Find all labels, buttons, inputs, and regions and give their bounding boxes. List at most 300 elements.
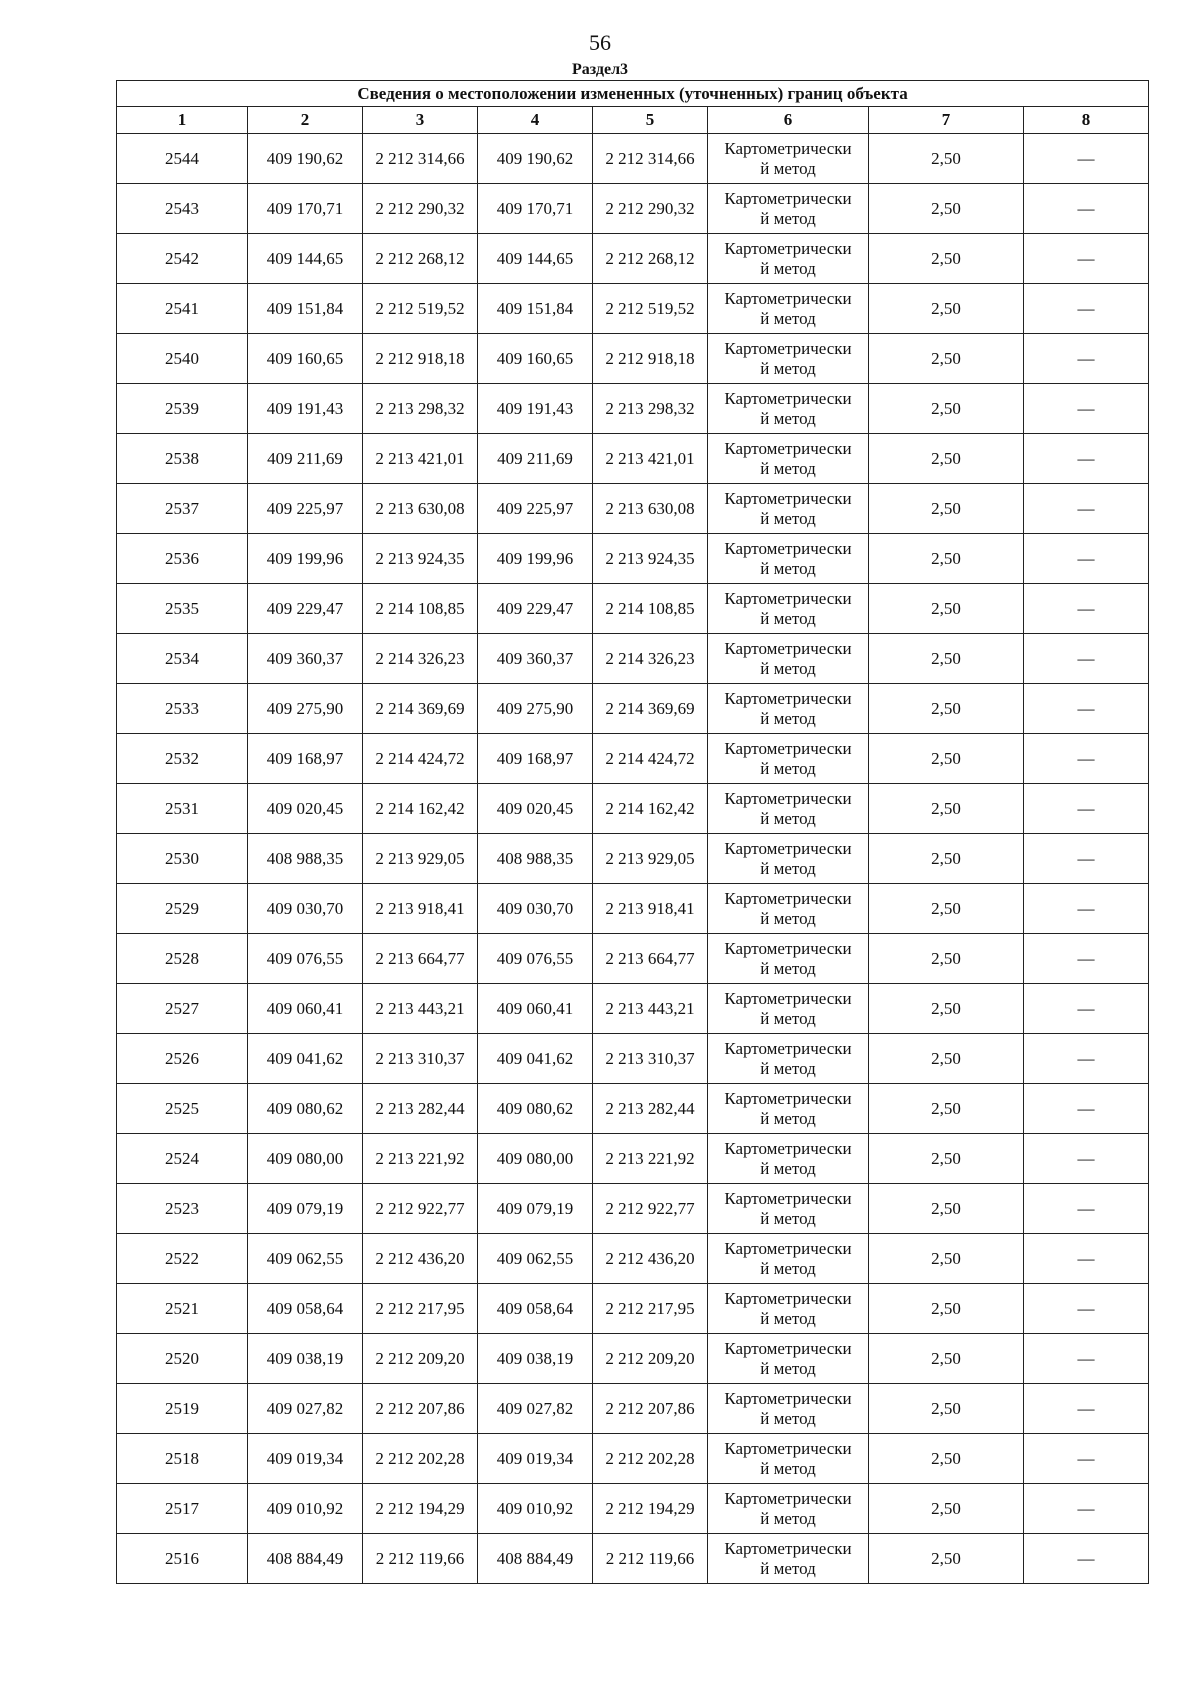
note-cell: — (1024, 284, 1149, 334)
new-y-cell: 2 214 162,42 (593, 784, 708, 834)
method-line-2: й метод (760, 408, 816, 428)
new-x-cell: 409 080,62 (478, 1084, 593, 1134)
note-cell: — (1024, 334, 1149, 384)
note-cell: — (1024, 734, 1149, 784)
table-row (117, 1034, 1149, 1084)
method-cell (708, 134, 869, 184)
method-line-2: й метод (760, 1108, 816, 1128)
method-line-1: Картометрически (724, 738, 852, 758)
method-line-2: й метод (760, 1058, 816, 1078)
column-number-6: 6 (708, 107, 869, 134)
method-line-1: Картометрически (724, 538, 852, 558)
table-row (117, 1484, 1149, 1534)
column-number-1: 1 (117, 107, 248, 134)
new-x-cell: 409 211,69 (478, 434, 593, 484)
method-cell (708, 234, 869, 284)
new-y-cell: 2 213 310,37 (593, 1034, 708, 1084)
column-number-4: 4 (478, 107, 593, 134)
note-cell: — (1024, 1434, 1149, 1484)
method-line-1: Картометрически (724, 1238, 852, 1258)
method-line-1: Картометрически (724, 1138, 852, 1158)
accuracy-cell: 2,50 (869, 1384, 1024, 1434)
point-number-cell: 2535 (117, 584, 248, 634)
table-row (117, 484, 1149, 534)
new-y-cell: 2 212 314,66 (593, 134, 708, 184)
method-line-1: Картометрически (724, 938, 852, 958)
existing-x-cell: 409 030,70 (248, 884, 363, 934)
accuracy-cell: 2,50 (869, 434, 1024, 484)
accuracy-cell: 2,50 (869, 984, 1024, 1034)
note-cell: — (1024, 1084, 1149, 1134)
point-number-cell: 2538 (117, 434, 248, 484)
accuracy-cell: 2,50 (869, 284, 1024, 334)
existing-y-cell: 2 213 421,01 (363, 434, 478, 484)
new-y-cell: 2 212 918,18 (593, 334, 708, 384)
table-row (117, 1234, 1149, 1284)
method-cell (708, 334, 869, 384)
existing-y-cell: 2 214 424,72 (363, 734, 478, 784)
column-number-row (117, 107, 1149, 134)
existing-x-cell: 409 191,43 (248, 384, 363, 434)
existing-x-cell: 409 079,19 (248, 1184, 363, 1234)
new-y-cell: 2 213 421,01 (593, 434, 708, 484)
new-y-cell: 2 212 207,86 (593, 1384, 708, 1434)
existing-y-cell: 2 213 630,08 (363, 484, 478, 534)
new-y-cell: 2 212 436,20 (593, 1234, 708, 1284)
accuracy-cell: 2,50 (869, 484, 1024, 534)
method-cell (708, 1034, 869, 1084)
note-cell: — (1024, 1234, 1149, 1284)
point-number-cell: 2541 (117, 284, 248, 334)
new-x-cell: 409 027,82 (478, 1384, 593, 1434)
table-caption-row (117, 81, 1149, 107)
new-y-cell: 2 212 268,12 (593, 234, 708, 284)
method-line-2: й метод (760, 1008, 816, 1028)
method-cell (708, 634, 869, 684)
existing-y-cell: 2 212 217,95 (363, 1284, 478, 1334)
accuracy-cell: 2,50 (869, 584, 1024, 634)
existing-x-cell: 409 144,65 (248, 234, 363, 284)
existing-y-cell: 2 213 282,44 (363, 1084, 478, 1134)
existing-x-cell: 409 080,00 (248, 1134, 363, 1184)
accuracy-cell: 2,50 (869, 384, 1024, 434)
table-body (117, 134, 1149, 1584)
method-cell (708, 184, 869, 234)
table-row (117, 734, 1149, 784)
table-row (117, 784, 1149, 834)
method-line-2: й метод (760, 158, 816, 178)
point-number-cell: 2539 (117, 384, 248, 434)
table-row (117, 1334, 1149, 1384)
accuracy-cell: 2,50 (869, 184, 1024, 234)
existing-x-cell: 409 170,71 (248, 184, 363, 234)
point-number-cell: 2517 (117, 1484, 248, 1534)
method-cell (708, 384, 869, 434)
method-line-2: й метод (760, 808, 816, 828)
method-line-1: Картометрически (724, 1538, 852, 1558)
new-x-cell: 409 058,64 (478, 1284, 593, 1334)
point-number-cell: 2523 (117, 1184, 248, 1234)
method-cell (708, 1134, 869, 1184)
method-line-1: Картометрически (724, 688, 852, 708)
accuracy-cell: 2,50 (869, 1484, 1024, 1534)
method-cell (708, 834, 869, 884)
method-line-1: Картометрически (724, 1338, 852, 1358)
accuracy-cell: 2,50 (869, 1534, 1024, 1584)
existing-x-cell: 409 190,62 (248, 134, 363, 184)
accuracy-cell: 2,50 (869, 884, 1024, 934)
method-line-2: й метод (760, 908, 816, 928)
method-line-1: Картометрически (724, 1438, 852, 1458)
note-cell: — (1024, 634, 1149, 684)
point-number-cell: 2531 (117, 784, 248, 834)
new-y-cell: 2 212 519,52 (593, 284, 708, 334)
method-line-1: Картометрически (724, 238, 852, 258)
method-line-1: Картометрически (724, 588, 852, 608)
method-line-1: Картометрически (724, 1388, 852, 1408)
new-x-cell: 409 144,65 (478, 234, 593, 284)
point-number-cell: 2520 (117, 1334, 248, 1384)
table-row (117, 984, 1149, 1034)
accuracy-cell: 2,50 (869, 134, 1024, 184)
new-x-cell: 409 010,92 (478, 1484, 593, 1534)
method-cell (708, 1334, 869, 1384)
new-x-cell: 409 038,19 (478, 1334, 593, 1384)
table-row (117, 184, 1149, 234)
existing-x-cell: 409 168,97 (248, 734, 363, 784)
method-cell (708, 1284, 869, 1334)
table-row (117, 1184, 1149, 1234)
existing-y-cell: 2 212 922,77 (363, 1184, 478, 1234)
point-number-cell: 2524 (117, 1134, 248, 1184)
method-cell (708, 1084, 869, 1134)
accuracy-cell: 2,50 (869, 684, 1024, 734)
note-cell: — (1024, 784, 1149, 834)
accuracy-cell: 2,50 (869, 1084, 1024, 1134)
new-y-cell: 2 212 922,77 (593, 1184, 708, 1234)
point-number-cell: 2542 (117, 234, 248, 284)
new-y-cell: 2 213 221,92 (593, 1134, 708, 1184)
accuracy-cell: 2,50 (869, 1334, 1024, 1384)
existing-y-cell: 2 212 202,28 (363, 1434, 478, 1484)
existing-y-cell: 2 212 918,18 (363, 334, 478, 384)
method-cell (708, 484, 869, 534)
existing-x-cell: 409 275,90 (248, 684, 363, 734)
point-number-cell: 2544 (117, 134, 248, 184)
existing-x-cell: 409 027,82 (248, 1384, 363, 1434)
note-cell: — (1024, 1184, 1149, 1234)
new-x-cell: 409 080,00 (478, 1134, 593, 1184)
coordinates-table (116, 80, 1149, 1584)
new-x-cell: 409 199,96 (478, 534, 593, 584)
new-y-cell: 2 214 424,72 (593, 734, 708, 784)
table-row (117, 234, 1149, 284)
note-cell: — (1024, 834, 1149, 884)
note-cell: — (1024, 1484, 1149, 1534)
method-line-2: й метод (760, 658, 816, 678)
existing-y-cell: 2 213 443,21 (363, 984, 478, 1034)
new-x-cell: 408 884,49 (478, 1534, 593, 1584)
table-row (117, 884, 1149, 934)
existing-y-cell: 2 213 924,35 (363, 534, 478, 584)
new-x-cell: 409 079,19 (478, 1184, 593, 1234)
new-y-cell: 2 212 290,32 (593, 184, 708, 234)
point-number-cell: 2543 (117, 184, 248, 234)
method-line-1: Картометрически (724, 288, 852, 308)
point-number-cell: 2533 (117, 684, 248, 734)
new-y-cell: 2 214 108,85 (593, 584, 708, 634)
new-y-cell: 2 212 217,95 (593, 1284, 708, 1334)
method-line-2: й метод (760, 858, 816, 878)
new-x-cell: 409 062,55 (478, 1234, 593, 1284)
table-row (117, 934, 1149, 984)
existing-y-cell: 2 214 326,23 (363, 634, 478, 684)
table-row (117, 284, 1149, 334)
table-row (117, 1084, 1149, 1134)
note-cell: — (1024, 1334, 1149, 1384)
existing-x-cell: 409 360,37 (248, 634, 363, 684)
existing-x-cell: 408 988,35 (248, 834, 363, 884)
point-number-cell: 2518 (117, 1434, 248, 1484)
point-number-cell: 2537 (117, 484, 248, 534)
point-number-cell: 2534 (117, 634, 248, 684)
note-cell: — (1024, 1034, 1149, 1084)
table-row (117, 1134, 1149, 1184)
existing-x-cell: 409 058,64 (248, 1284, 363, 1334)
existing-y-cell: 2 213 298,32 (363, 384, 478, 434)
column-number-8: 8 (1024, 107, 1149, 134)
table-row (117, 684, 1149, 734)
method-line-2: й метод (760, 1408, 816, 1428)
existing-y-cell: 2 212 314,66 (363, 134, 478, 184)
new-y-cell: 2 214 326,23 (593, 634, 708, 684)
method-line-2: й метод (760, 258, 816, 278)
new-y-cell: 2 213 918,41 (593, 884, 708, 934)
method-line-1: Картометрически (724, 438, 852, 458)
accuracy-cell: 2,50 (869, 634, 1024, 684)
new-x-cell: 409 060,41 (478, 984, 593, 1034)
new-y-cell: 2 214 369,69 (593, 684, 708, 734)
method-cell (708, 584, 869, 634)
method-line-2: й метод (760, 1158, 816, 1178)
new-x-cell: 409 360,37 (478, 634, 593, 684)
point-number-cell: 2527 (117, 984, 248, 1034)
method-cell (708, 984, 869, 1034)
method-cell (708, 1384, 869, 1434)
point-number-cell: 2522 (117, 1234, 248, 1284)
existing-y-cell: 2 212 207,86 (363, 1384, 478, 1434)
table-row (117, 534, 1149, 584)
column-number-5: 5 (593, 107, 708, 134)
point-number-cell: 2526 (117, 1034, 248, 1084)
accuracy-cell: 2,50 (869, 534, 1024, 584)
method-line-1: Картометрически (724, 1288, 852, 1308)
new-y-cell: 2 213 924,35 (593, 534, 708, 584)
point-number-cell: 2521 (117, 1284, 248, 1334)
accuracy-cell: 2,50 (869, 734, 1024, 784)
new-x-cell: 409 168,97 (478, 734, 593, 784)
accuracy-cell: 2,50 (869, 234, 1024, 284)
accuracy-cell: 2,50 (869, 1034, 1024, 1084)
existing-x-cell: 409 010,92 (248, 1484, 363, 1534)
existing-x-cell: 409 151,84 (248, 284, 363, 334)
table-row (117, 584, 1149, 634)
method-cell (708, 1434, 869, 1484)
method-line-1: Картометрически (724, 838, 852, 858)
existing-x-cell: 409 041,62 (248, 1034, 363, 1084)
accuracy-cell: 2,50 (869, 1434, 1024, 1484)
table-row (117, 1534, 1149, 1584)
existing-y-cell: 2 213 310,37 (363, 1034, 478, 1084)
accuracy-cell: 2,50 (869, 1234, 1024, 1284)
note-cell: — (1024, 184, 1149, 234)
table-row (117, 1434, 1149, 1484)
method-line-1: Картометрически (724, 188, 852, 208)
note-cell: — (1024, 434, 1149, 484)
new-x-cell: 409 041,62 (478, 1034, 593, 1084)
table-row (117, 334, 1149, 384)
new-y-cell: 2 213 664,77 (593, 934, 708, 984)
existing-x-cell: 409 080,62 (248, 1084, 363, 1134)
method-line-2: й метод (760, 358, 816, 378)
method-line-1: Картометрически (724, 888, 852, 908)
section-title: Раздел3 (571, 61, 629, 78)
new-x-cell: 409 030,70 (478, 884, 593, 934)
method-line-1: Картометрически (724, 1488, 852, 1508)
column-number-3: 3 (363, 107, 478, 134)
existing-x-cell: 409 062,55 (248, 1234, 363, 1284)
method-line-1: Картометрически (724, 1038, 852, 1058)
note-cell: — (1024, 1134, 1149, 1184)
point-number-cell: 2516 (117, 1534, 248, 1584)
existing-y-cell: 2 214 369,69 (363, 684, 478, 734)
new-x-cell: 409 076,55 (478, 934, 593, 984)
method-line-1: Картометрически (724, 388, 852, 408)
method-cell (708, 784, 869, 834)
method-line-2: й метод (760, 1208, 816, 1228)
note-cell: — (1024, 234, 1149, 284)
new-x-cell: 409 191,43 (478, 384, 593, 434)
new-y-cell: 2 213 630,08 (593, 484, 708, 534)
method-line-2: й метод (760, 308, 816, 328)
point-number-cell: 2540 (117, 334, 248, 384)
accuracy-cell: 2,50 (869, 784, 1024, 834)
point-number-cell: 2536 (117, 534, 248, 584)
method-line-2: й метод (760, 458, 816, 478)
method-line-2: й метод (760, 1508, 816, 1528)
existing-x-cell: 409 225,97 (248, 484, 363, 534)
new-x-cell: 409 160,65 (478, 334, 593, 384)
note-cell: — (1024, 584, 1149, 634)
existing-x-cell: 409 020,45 (248, 784, 363, 834)
method-line-2: й метод (760, 208, 816, 228)
new-x-cell: 409 019,34 (478, 1434, 593, 1484)
existing-x-cell: 408 884,49 (248, 1534, 363, 1584)
table-row (117, 434, 1149, 484)
accuracy-cell: 2,50 (869, 1134, 1024, 1184)
new-y-cell: 2 213 282,44 (593, 1084, 708, 1134)
method-cell (708, 434, 869, 484)
method-line-2: й метод (760, 1258, 816, 1278)
existing-x-cell: 409 060,41 (248, 984, 363, 1034)
method-cell (708, 884, 869, 934)
point-number-cell: 2525 (117, 1084, 248, 1134)
existing-x-cell: 409 038,19 (248, 1334, 363, 1384)
existing-y-cell: 2 212 519,52 (363, 284, 478, 334)
new-y-cell: 2 213 298,32 (593, 384, 708, 434)
method-line-1: Картометрически (724, 988, 852, 1008)
point-number-cell: 2529 (117, 884, 248, 934)
point-number-cell: 2530 (117, 834, 248, 884)
existing-y-cell: 2 212 119,66 (363, 1534, 478, 1584)
note-cell: — (1024, 1384, 1149, 1434)
note-cell: — (1024, 484, 1149, 534)
method-cell (708, 1234, 869, 1284)
method-line-1: Картометрически (724, 338, 852, 358)
existing-y-cell: 2 214 162,42 (363, 784, 478, 834)
method-line-2: й метод (760, 1558, 816, 1578)
method-cell (708, 1184, 869, 1234)
new-y-cell: 2 212 194,29 (593, 1484, 708, 1534)
method-line-1: Картометрически (724, 488, 852, 508)
method-cell (708, 534, 869, 584)
note-cell: — (1024, 984, 1149, 1034)
new-x-cell: 409 275,90 (478, 684, 593, 734)
method-line-1: Картометрически (724, 1088, 852, 1108)
accuracy-cell: 2,50 (869, 834, 1024, 884)
existing-x-cell: 409 076,55 (248, 934, 363, 984)
existing-y-cell: 2 213 918,41 (363, 884, 478, 934)
new-x-cell: 409 151,84 (478, 284, 593, 334)
accuracy-cell: 2,50 (869, 1184, 1024, 1234)
new-y-cell: 2 212 202,28 (593, 1434, 708, 1484)
existing-x-cell: 409 019,34 (248, 1434, 363, 1484)
method-line-2: й метод (760, 608, 816, 628)
table-row (117, 834, 1149, 884)
method-cell (708, 934, 869, 984)
new-x-cell: 409 225,97 (478, 484, 593, 534)
method-line-1: Картометрически (724, 138, 852, 158)
existing-x-cell: 409 199,96 (248, 534, 363, 584)
method-line-2: й метод (760, 758, 816, 778)
method-cell (708, 1534, 869, 1584)
table-row (117, 1284, 1149, 1334)
new-y-cell: 2 213 929,05 (593, 834, 708, 884)
page-number: 56 (589, 30, 611, 55)
method-cell (708, 734, 869, 784)
existing-x-cell: 409 160,65 (248, 334, 363, 384)
note-cell: — (1024, 934, 1149, 984)
table-row (117, 1384, 1149, 1434)
note-cell: — (1024, 134, 1149, 184)
point-number-cell: 2532 (117, 734, 248, 784)
existing-y-cell: 2 212 209,20 (363, 1334, 478, 1384)
existing-y-cell: 2 212 268,12 (363, 234, 478, 284)
column-number-2: 2 (248, 107, 363, 134)
existing-y-cell: 2 212 436,20 (363, 1234, 478, 1284)
accuracy-cell: 2,50 (869, 334, 1024, 384)
method-line-2: й метод (760, 958, 816, 978)
note-cell: — (1024, 684, 1149, 734)
existing-y-cell: 2 212 290,32 (363, 184, 478, 234)
table-row (117, 134, 1149, 184)
table-row (117, 634, 1149, 684)
new-y-cell: 2 213 443,21 (593, 984, 708, 1034)
note-cell: — (1024, 1534, 1149, 1584)
existing-y-cell: 2 213 929,05 (363, 834, 478, 884)
new-x-cell: 409 229,47 (478, 584, 593, 634)
new-x-cell: 409 190,62 (478, 134, 593, 184)
